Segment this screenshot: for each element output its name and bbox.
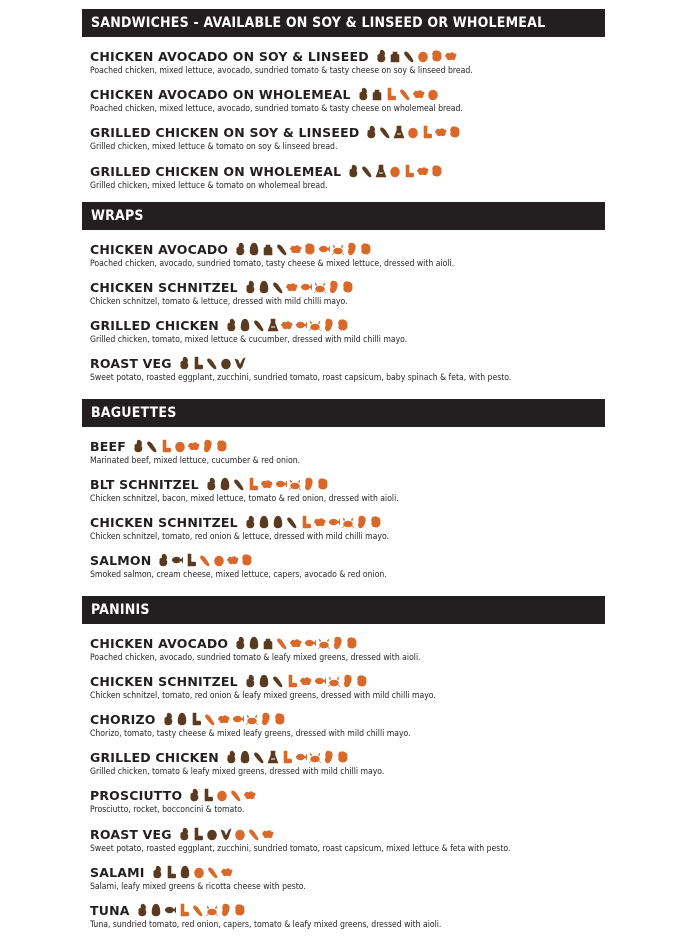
item-name: BEEF bbox=[90, 438, 126, 454]
bean-icon bbox=[323, 750, 335, 764]
avocado-icon bbox=[258, 674, 270, 688]
item-name: CHICKEN AVOCADO ON WHOLEMEAL bbox=[90, 86, 351, 102]
cucumber-icon bbox=[192, 903, 204, 917]
menu-item bbox=[90, 901, 600, 930]
dietary-icons bbox=[375, 49, 457, 63]
avocado-icon bbox=[219, 477, 231, 491]
avocado-icon bbox=[248, 242, 260, 256]
chicken-icon bbox=[375, 49, 387, 63]
item-description: Grilled chicken, tomato & leafy mixed greens, dressed with mild chilli mayo. bbox=[90, 767, 385, 777]
fish-icon bbox=[295, 750, 307, 764]
chicken-icon bbox=[244, 674, 256, 688]
cheese-icon bbox=[431, 164, 443, 178]
lettuce-icon bbox=[413, 87, 425, 101]
item-description: Chorizo, tomato, tasty cheese & mixed leafy greens, dressed with mild chilli mayo. bbox=[90, 729, 411, 739]
menu-item bbox=[90, 240, 600, 269]
tomato-icon bbox=[417, 49, 429, 63]
lettuce-icon bbox=[417, 164, 429, 178]
menu-item bbox=[90, 475, 600, 504]
cucumber-icon bbox=[361, 164, 373, 178]
avocado-icon bbox=[272, 515, 284, 529]
boot-icon bbox=[281, 750, 293, 764]
boot-icon bbox=[385, 87, 397, 101]
boot-icon bbox=[190, 712, 202, 726]
tomato-icon bbox=[389, 164, 401, 178]
tomato-icon bbox=[206, 827, 218, 841]
cucumber-icon bbox=[206, 356, 218, 370]
bean-icon bbox=[202, 439, 214, 453]
item-name: SALAMI bbox=[90, 864, 145, 880]
crab-icon bbox=[206, 903, 218, 917]
crab-icon bbox=[314, 280, 326, 294]
cucumber-icon bbox=[230, 788, 242, 802]
lettuce-icon bbox=[445, 49, 457, 63]
cucumber-icon bbox=[272, 674, 284, 688]
lettuce-icon bbox=[290, 242, 302, 256]
avocado-icon bbox=[258, 280, 270, 294]
bag-icon bbox=[262, 636, 274, 650]
tomato-icon bbox=[234, 827, 246, 841]
item-name: CHICKEN SCHNITZEL bbox=[90, 673, 238, 689]
item-name: TUNA bbox=[90, 902, 130, 918]
cheese-icon bbox=[360, 242, 372, 256]
menu-item bbox=[90, 786, 600, 815]
item-description: Chicken schnitzel, bacon, mixed lettuce, tomato & red onion, dressed with aioli. bbox=[90, 494, 399, 504]
fish-icon bbox=[304, 636, 316, 650]
menu-item bbox=[90, 437, 600, 466]
boot-icon bbox=[247, 477, 259, 491]
chicken-icon bbox=[244, 515, 256, 529]
fish-icon bbox=[275, 477, 287, 491]
dietary-icons bbox=[244, 674, 368, 688]
lettuce-icon bbox=[188, 439, 200, 453]
menu-item bbox=[90, 123, 600, 152]
chicken-icon bbox=[365, 125, 377, 139]
cheese-icon bbox=[304, 242, 316, 256]
dietary-icons bbox=[225, 750, 349, 764]
cucumber-icon bbox=[207, 865, 219, 879]
item-name: GRILLED CHICKEN bbox=[90, 749, 219, 765]
item-description: Marinated beef, mixed lettuce, cucumber & red onion. bbox=[90, 456, 301, 466]
cheese-icon bbox=[337, 750, 349, 764]
item-description: Poached chicken, mixed lettuce, avocado, sundried tomato & tasty cheese on wholemeal bread. bbox=[90, 104, 463, 114]
boot-icon bbox=[160, 439, 172, 453]
lettuce-icon bbox=[218, 712, 230, 726]
cheese-icon bbox=[216, 439, 228, 453]
chicken-icon bbox=[347, 164, 359, 178]
crab-icon bbox=[318, 636, 330, 650]
flask-icon bbox=[393, 125, 405, 139]
menu-item bbox=[90, 162, 600, 191]
cucumber-icon bbox=[379, 125, 391, 139]
avocado-icon bbox=[150, 903, 162, 917]
section-header-wraps: WRAPS bbox=[82, 202, 605, 230]
lettuce-icon bbox=[261, 477, 273, 491]
item-description: Prosciutto, rocket, bocconcini & tomato. bbox=[90, 805, 245, 815]
crab-icon bbox=[309, 750, 321, 764]
item-description: Chicken schnitzel, tomato, red onion & leafy mixed greens, dressed with mild chilli mayo. bbox=[90, 691, 436, 701]
item-name: PROSCIUTTO bbox=[90, 787, 183, 803]
menu-item bbox=[90, 513, 600, 542]
flask-icon bbox=[267, 318, 279, 332]
chicken-icon bbox=[178, 827, 190, 841]
item-description: Poached chicken, avocado, sundried tomato & leafy mixed greens, dressed with aioli. bbox=[90, 653, 421, 663]
cheese-icon bbox=[337, 318, 349, 332]
crab-icon bbox=[328, 674, 340, 688]
chicken-icon bbox=[244, 280, 256, 294]
cucumber-icon bbox=[286, 515, 298, 529]
item-name: SALMON bbox=[90, 552, 152, 568]
boot-icon bbox=[165, 865, 177, 879]
item-description: Grilled chicken, mixed lettuce & tomato on wholemeal bread. bbox=[90, 181, 328, 191]
bean-icon bbox=[328, 280, 340, 294]
chicken-icon bbox=[136, 903, 148, 917]
cucumber-icon bbox=[253, 750, 265, 764]
lettuce-icon bbox=[300, 674, 312, 688]
section-header-baguettes: BAGUETTES bbox=[82, 399, 605, 427]
dietary-icons bbox=[157, 553, 253, 567]
chicken-icon bbox=[234, 636, 246, 650]
menu-item bbox=[90, 825, 600, 854]
tomato-icon bbox=[407, 125, 419, 139]
chicken-icon bbox=[162, 712, 174, 726]
lettuce-icon bbox=[286, 280, 298, 294]
menu-item bbox=[90, 278, 600, 307]
bean-icon bbox=[342, 674, 354, 688]
cucumber-icon bbox=[146, 439, 158, 453]
dietary-icons bbox=[357, 87, 439, 101]
lettuce-icon bbox=[227, 553, 239, 567]
chicken-icon bbox=[178, 356, 190, 370]
item-name: CHICKEN SCHNITZEL bbox=[90, 279, 238, 295]
item-description: Sweet potato, roasted eggplant, zucchini, sundried tomato, roast capsicum, baby spinach & feta, with pesto. bbox=[90, 373, 512, 383]
avocado-icon bbox=[176, 712, 188, 726]
cheese-icon bbox=[449, 125, 461, 139]
lettuce-icon bbox=[281, 318, 293, 332]
bag-icon bbox=[262, 242, 274, 256]
boot-icon bbox=[421, 125, 433, 139]
menu-item bbox=[90, 672, 600, 701]
cheese-icon bbox=[234, 903, 246, 917]
boot-icon bbox=[300, 515, 312, 529]
bean-icon bbox=[356, 515, 368, 529]
chicken-icon bbox=[157, 553, 169, 567]
cucumber-icon bbox=[399, 87, 411, 101]
dietary-icons bbox=[178, 356, 246, 370]
tomato-icon bbox=[174, 439, 186, 453]
bean-icon bbox=[346, 242, 358, 256]
fish-icon bbox=[295, 318, 307, 332]
item-description: Poached chicken, mixed lettuce, avocado, sundried tomato & tasty cheese on soy & linseed bread. bbox=[90, 66, 473, 76]
chicken-icon bbox=[225, 750, 237, 764]
lettuce-icon bbox=[290, 636, 302, 650]
chicken-icon bbox=[188, 788, 200, 802]
menu-item bbox=[90, 748, 600, 777]
chicken-icon bbox=[225, 318, 237, 332]
tomato-icon bbox=[213, 553, 225, 567]
item-name: CHICKEN AVOCADO bbox=[90, 635, 229, 651]
avocado-icon bbox=[258, 515, 270, 529]
item-name: ROAST VEG bbox=[90, 355, 172, 371]
avocado-icon bbox=[239, 318, 251, 332]
chicken-icon bbox=[234, 242, 246, 256]
bag-icon bbox=[371, 87, 383, 101]
dietary-icons bbox=[188, 788, 256, 802]
item-name: CHORIZO bbox=[90, 711, 156, 727]
item-name: CHICKEN AVOCADO ON SOY & LINSEED bbox=[90, 48, 369, 64]
item-name: ROAST VEG bbox=[90, 826, 172, 842]
bean-icon bbox=[332, 636, 344, 650]
dietary-icons bbox=[136, 903, 246, 917]
item-name: BLT SCHNITZEL bbox=[90, 476, 199, 492]
tomato-icon bbox=[220, 356, 232, 370]
item-name: GRILLED CHICKEN ON SOY & LINSEED bbox=[90, 124, 360, 140]
dietary-icons bbox=[205, 477, 329, 491]
dietary-icons bbox=[244, 280, 354, 294]
menu-item bbox=[90, 85, 600, 114]
item-description: Grilled chicken, mixed lettuce & tomato on soy & linseed bread. bbox=[90, 142, 338, 152]
lettuce-icon bbox=[314, 515, 326, 529]
item-name: CHICKEN AVOCADO bbox=[90, 241, 229, 257]
fish-icon bbox=[171, 553, 183, 567]
tomato-icon bbox=[193, 865, 205, 879]
section-header-sandwiches: SANDWICHES - AVAILABLE ON SOY & LINSEED OR WHOLEMEAL bbox=[82, 9, 605, 37]
dietary-icons bbox=[347, 164, 443, 178]
crab-icon bbox=[342, 515, 354, 529]
tomato-icon bbox=[216, 788, 228, 802]
lettuce-icon bbox=[221, 865, 233, 879]
cheese-icon bbox=[274, 712, 286, 726]
menu-item bbox=[90, 47, 600, 76]
chicken-icon bbox=[132, 439, 144, 453]
menu-item bbox=[90, 634, 600, 663]
fish-icon bbox=[328, 515, 340, 529]
cucumber-icon bbox=[272, 280, 284, 294]
chicken-icon bbox=[151, 865, 163, 879]
chicken-icon bbox=[205, 477, 217, 491]
cucumber-icon bbox=[233, 477, 245, 491]
item-description: Smoked salmon, cream cheese, mixed lettuce, capers, avocado & red onion. bbox=[90, 570, 387, 580]
item-name: GRILLED CHICKEN bbox=[90, 317, 219, 333]
dietary-icons bbox=[151, 865, 233, 879]
dietary-icons bbox=[225, 318, 349, 332]
leaf-icon bbox=[220, 827, 232, 841]
cheese-icon bbox=[346, 636, 358, 650]
item-description: Grilled chicken, tomato, mixed lettuce & cucumber, dressed with mild chilli mayo. bbox=[90, 335, 408, 345]
item-description: Chicken schnitzel, tomato & lettuce, dressed with mild chilli mayo. bbox=[90, 297, 348, 307]
menu-item bbox=[90, 710, 600, 739]
dietary-icons bbox=[178, 827, 274, 841]
menu-item bbox=[90, 863, 600, 892]
section-header-paninis: PANINIS bbox=[82, 596, 605, 624]
cucumber-icon bbox=[276, 242, 288, 256]
cucumber-icon bbox=[199, 553, 211, 567]
cheese-icon bbox=[431, 49, 443, 63]
fish-icon bbox=[300, 280, 312, 294]
menu-item bbox=[90, 551, 600, 580]
flask-icon bbox=[375, 164, 387, 178]
dietary-icons bbox=[234, 636, 358, 650]
crab-icon bbox=[309, 318, 321, 332]
boot-icon bbox=[178, 903, 190, 917]
dietary-icons bbox=[365, 125, 461, 139]
bean-icon bbox=[323, 318, 335, 332]
boot-icon bbox=[202, 788, 214, 802]
cucumber-icon bbox=[253, 318, 265, 332]
dietary-icons bbox=[162, 712, 286, 726]
item-description: Salami, leafy mixed greens & ricotta cheese with pesto. bbox=[90, 882, 306, 892]
cheese-icon bbox=[342, 280, 354, 294]
boot-icon bbox=[192, 356, 204, 370]
cucumber-icon bbox=[204, 712, 216, 726]
item-description: Tuna, sundried tomato, red onion, capers, tomato & leafy mixed greens, dressed with aioli. bbox=[90, 920, 442, 930]
cheese-icon bbox=[370, 515, 382, 529]
menu-item bbox=[90, 316, 600, 345]
item-description: Sweet potato, roasted eggplant, zucchini, sundried tomato, roast capsicum, mixed lettuce & feta with pesto. bbox=[90, 844, 511, 854]
fish-icon bbox=[232, 712, 244, 726]
cucumber-icon bbox=[403, 49, 415, 63]
boot-icon bbox=[286, 674, 298, 688]
item-description: Chicken schnitzel, tomato, red onion & lettuce, dressed with mild chilli mayo. bbox=[90, 532, 390, 542]
item-name: GRILLED CHICKEN ON WHOLEMEAL bbox=[90, 163, 342, 179]
item-name: CHICKEN SCHNITZEL bbox=[90, 514, 238, 530]
avocado-icon bbox=[248, 636, 260, 650]
cheese-icon bbox=[317, 477, 329, 491]
lettuce-icon bbox=[435, 125, 447, 139]
crab-icon bbox=[289, 477, 301, 491]
lettuce-icon bbox=[244, 788, 256, 802]
avocado-icon bbox=[179, 865, 191, 879]
boot-icon bbox=[403, 164, 415, 178]
boot-icon bbox=[192, 827, 204, 841]
boot-icon bbox=[185, 553, 197, 567]
chicken-icon bbox=[357, 87, 369, 101]
bean-icon bbox=[303, 477, 315, 491]
fish-icon bbox=[318, 242, 330, 256]
cheese-icon bbox=[241, 553, 253, 567]
item-description: Poached chicken, avocado, sundried tomato, tasty cheese & mixed lettuce, dressed with aioli. bbox=[90, 259, 455, 269]
cucumber-icon bbox=[276, 636, 288, 650]
bean-icon bbox=[260, 712, 272, 726]
leaf-icon bbox=[234, 356, 246, 370]
flask-icon bbox=[267, 750, 279, 764]
lettuce-icon bbox=[262, 827, 274, 841]
cheese-icon bbox=[356, 674, 368, 688]
bean-icon bbox=[220, 903, 232, 917]
tomato-icon bbox=[427, 87, 439, 101]
crab-icon bbox=[332, 242, 344, 256]
avocado-icon bbox=[239, 750, 251, 764]
dietary-icons bbox=[234, 242, 372, 256]
menu-item bbox=[90, 354, 600, 383]
dietary-icons bbox=[132, 439, 228, 453]
crab-icon bbox=[246, 712, 258, 726]
fish-icon bbox=[164, 903, 176, 917]
cucumber-icon bbox=[248, 827, 260, 841]
bag-icon bbox=[389, 49, 401, 63]
dietary-icons bbox=[244, 515, 382, 529]
fish-icon bbox=[314, 674, 326, 688]
